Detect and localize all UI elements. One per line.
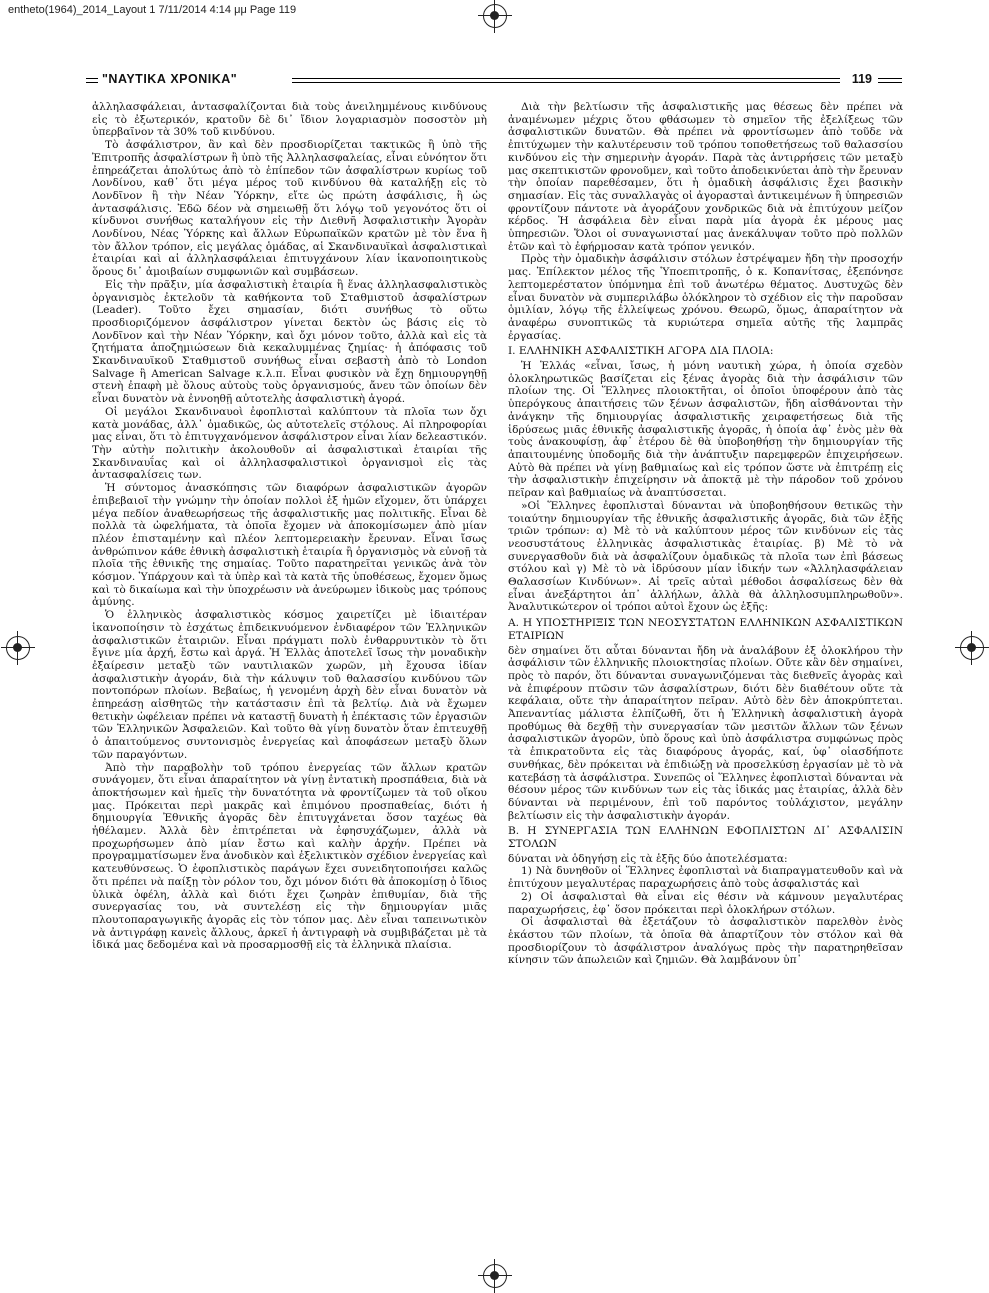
paragraph: Διὰ τὴν βελτίωσιν τῆς ἀσφαλιστικῆς μας θέσεως δὲν πρέπει νὰ ἀναμένωμεν μέχρις ὅτου φθάσωμεν τὸ σημεῖον τῆς ἐξελίξεως τῶν ἀσφαλιστικῶν δυνατῶν. Θὰ πρέπει νὰ φροντίσωμεν ἀπὸ τοῦδε νὰ ἐπιτύχωμεν τὴν καλυτέρευσιν τοῦ τρόπου τοποθετήσεως τοῦ θαλασσίου κινδύνου εἰς τὴν σημερινὴν ἀγοράν. Παρὰ τὰς ἀντιρρήσεις τῶν μεταξὺ μας σκεπτικιστῶν φρονοῦμεν, καὶ τοῦτο ἀποδεικνύεται ἀπὸ τὴν ἔρευναν τὴν ὁποίαν παρεθέσαμεν, ὅτι ἡ ὁμαδικὴ ἀσφάλισις ἔχει βασικὴν σημασίαν. Εἰς τὰς συναλλαγὰς οἱ ἀγορασταὶ ἀντικειμένων ἢ ὑπηρεσιῶν φροντίζουν πάντοτε νὰ ἀγοράζουν χονδρικῶς διὰ νὰ ἐπιτύχουν μείζον κέρδος. Ἡ ἀσφάλεια δὲν εἶναι παρὰ μία ἀγορὰ ἐκ μέρους μας ὑπηρεσιῶν. Ὅλοι οἱ συναγωνισταί μας ἀνεκάλυψαν τοῦτο πρὸ πολλῶν ἐτῶν καὶ τὸ ἐφήρμοσαν κατὰ τρόπον γενικόν. [508, 101, 903, 253]
header-rule [878, 82, 902, 83]
paragraph: Οἱ ἀσφαλισταὶ θὰ ἐξετάζουν τὸ ἀσφαλιστικὸν παρελθὸν ἑνὸς ἑκάστου τῶν πλοίων, τὰ ὁποῖα θὰ ἀπαρτίζουν τὸν στόλον καὶ θὰ προσδιορίζουν τὸ ἀσφάλιστρον ἀναλόγως πρὸς τὴν παρατηρηθεῖσαν κίνησιν τῶν ἀπωλειῶν καὶ ζημιῶν. Θὰ λαμβάνουν ὑπ᾽ [508, 916, 903, 967]
running-header [86, 72, 902, 94]
list-item: 1) Νὰ δυνηθοῦν οἱ Ἕλληνες ἐφοπλισταὶ νὰ διαπραγματευθοῦν καὶ νὰ ἐπιτύχουν μεγαλυτέρας παραχωρήσεις ἀπὸ τοὺς ἀσφαλιστάς καὶ [508, 865, 903, 891]
print-slug: entheto(1964)_2014_Layout 1 7/11/2014 4:14 μμ Page 119 [8, 4, 297, 16]
header-rule [292, 78, 840, 79]
paragraph: Πρὸς τὴν ὁμαδικὴν ἀσφάλισιν στόλων ἐστρέψαμεν ἤδη τὴν προσοχήν μας. Ἐπίλεκτον μέλος τῆς Ὑποεπιτροπῆς, ὁ κ. Κοπανίτσας, ἐξεπόνησε λεπτομερέστατον ὑπόμνημα ἐπὶ τοῦ ἀνωτέρω θέματος. Δυστυχῶς δὲν εἶναι δυνατὸν νὰ συμπεριλάβω ὁλόκληρον τὸ σχέδιον εἰς τὴν παροῦσαν ὁμιλίαν, λόγῳ τῆς ἐλλείψεως χρόνου. Θεωρῶ, ὅμως, ἀπαραίτητον νὰ ἀναφέρω συνοπτικῶς τὰ κυριώτερα σημεῖα αὐτῆς τῆς λαμπρᾶς ἐργασίας. [508, 253, 903, 342]
header-rule [86, 78, 98, 79]
registration-mark-top-icon [483, 4, 507, 28]
section-heading-b: Β. Η ΣΥΝΕΡΓΑΣΙΑ ΤΩΝ ΕΛΛΗΝΩΝ ΕΦΟΠΛΙΣΤΩΝ ΔΙ᾽ ΑΣΦΑΛΙΣΙΝ ΣΤΟΛΩΝ [508, 825, 903, 851]
registration-mark-bottom-icon [483, 1264, 507, 1288]
paragraph: Ὁ ἑλληνικὸς ἀσφαλιστικὸς κόσμος χαιρετίζει μὲ ἰδιαιτέραν ἱκανοποίησιν τὸ ἐσχάτως ἐπιδεικνυόμενον ἐνδιαφέρον τῶν Ἑλληνικῶν ἀσφαλιστικῶν ἑταιριῶν. Εἶναι πράγματι πολὺ ἐνθαρρυντικὸν τὸ ὅτι ἔγινε μία ἀρχή, ἔστω καὶ ἀργά. Ἡ Ἑλλὰς ἀποτελεῖ ἴσως τὴν μοναδικὴν ἐξαίρεσιν μεταξὺ τῶν ναυτιλιακῶν χωρῶν, μὴ ἔχουσα ἰδίαν ἀσφαλιστικὴν ἀγοράν, διὰ τὴν κάλυψιν τοῦ θαλασσίου κινδύνου τῶν ποντοπόρων πλοίων. Βεβαίως, ἡ γενομένη ἀρχὴ δὲν εἶναι δυνατὸν νὰ ἐπηρεάσῃ αἰσθητῶς τὴν κατάστασιν ἐπὶ τὰ βελτίῳ. Διὰ νὰ ἔχωμεν θετικὴν ὠφέλειαν πρέπει νὰ καταστῇ δυνατὴ ἡ ἐπέκτασις τῶν ἐργασιῶν τῶν Ἑλληνικῶν Ἀσφαλειῶν. Καὶ τοῦτο θὰ γίνῃ δυνατὸν ὅταν ἐπιτευχθῇ ὁ ἀπαιτούμενος συντονισμὸς ἐνεργείας καὶ ἀποφάσεων μεταξὺ ὅλων τῶν παραγόντων. [92, 609, 487, 761]
paragraph: ἀλληλασφάλειαι, ἀντασφαλίζονται διὰ τοὺς ἀνειλημμένους κινδύνους εἰς τὸ ἐξωτερικόν, κρατοῦν δὲ δι᾽ ἴδιον λογαριασμὸν ποσοστὸν μὴ ὑπερβαῖνον τὰ 30% τοῦ κινδύνου. [92, 101, 487, 139]
header-rule [86, 82, 98, 83]
header-rule [292, 82, 840, 83]
paragraph: »Οἱ Ἕλληνες ἐφοπλισταὶ δύνανται νὰ ὑποβοηθήσουν θετικῶς τὴν τοιαύτην δημιουργίαν τῆς ἐθνικῆς ἀσφαλιστικῆς ἀγορᾶς, διὰ τῶν ἑξῆς τριῶν τρόπων: α) Μὲ τὸ νὰ καλύπτουν μέρος τῶν κινδύνων εἰς τὰς νεοσυστάτους ἑλληνικὰς ἀσφαλιστικὰς ἑταιρίας. β) Μὲ τὸ νὰ συνεργασθοῦν διὰ νὰ ἀσφαλίζουν ὁμαδικῶς τὰ πλοῖα των ἐπὶ βάσεως στόλου καὶ γ) Μὲ τὸ νὰ ἱδρύσουν μίαν ἰδικήν των «Ἀλληλασφάλειαν Θαλασσίων Κινδύνων». Αἱ τρεῖς αὐταὶ μέθοδοι ἀσφαλίσεως δὲν θὰ εἶναι ἀνεξάρτητοι ἀπ᾽ ἀλλήλων, ἀλλὰ θὰ ἀλληλοσυμπληρωθοῦν». Ἀναλυτικώτερον οἱ τρόποι αὐτοὶ ἔχουν ὡς ἑξῆς: [508, 499, 903, 614]
right-column [508, 101, 903, 1186]
paragraph: Εἰς τὴν πρᾶξιν, μία ἀσφαλιστικὴ ἑταιρία ἢ ἕνας ἀλληλασφαλιστικὸς ὀργανισμὸς ἐκτελοῦν τὰ καθήκοντα τοῦ Σταθμιστοῦ ἀσφαλίστρων (Leader). Τοῦτο ἔχει σημασίαν, διότι συνήθως τὸ οὕτω προσδιοριζόμενον ἀσφάλιστρον γίνεται δεκτὸν ὡς βάσις εἰς τὸ Λονδῖνον καὶ τὴν Νέαν Ὑόρκην, καὶ ὄχι μόνον τοῦτο, ἀλλὰ καὶ εἰς τὰ ζητήματα ἀποζημιώσεων διὰ κεκαλυμμένας ζημίας· ἡ ἀπόφασις τοῦ Σκανδιναυϊκοῦ Σταθμιστοῦ συνήθως εἶναι σεβαστὴ ἀπὸ τὸ London Salvage ἢ American Salvage κ.λ.π. Εἶναι φυσικὸν νὰ ἔχῃ δημιουργηθῇ στενὴ ἐπαφὴ μὲ ὅλους αὐτοὺς τοὺς ὀργανισμούς, ἄνευ τῶν ὁποίων δὲν εἶναι δυνατὸν νὰ ἐννοηθῇ αὐτοτελὴς ἀσφαλιστικὴ ἀγορά. [92, 278, 487, 406]
journal-title: "ΝΑΥΤΙΚΑ ΧΡΟΝΙΚΑ" [102, 72, 238, 86]
paragraph: Ἡ σύντομος ἀνασκόπησις τῶν διαφόρων ἀσφαλιστικῶν ἀγορῶν ἐπιβεβαιοῖ τὴν γνώμην τὴν ὁποίαν πολλοὶ ἐξ ἡμῶν εἴχομεν, ὅτι ὑπάρχει μέγα πεδίον ἀναθεωρήσεως τῆς ἀσφαλιστικῆς μας πολιτικῆς. Εἶναι δὲ πολλὰ τὰ ὠφελήματα, τὰ ὁποῖα ἔχομεν νὰ ἀποκομίσωμεν ἀπὸ μίαν πλέον ἐπισταμένην καὶ πλέον λεπτομερειακὴν ἔρευναν. Εἶναι ἴσως ἀνθρώπινον κάθε ἐθνικὴ ἀσφαλιστικὴ ἑταιρία ἢ ὀργανισμὸς νὰ εὐνοῇ τὰ πλοῖα τῆς ἐθνικῆς της σημαίας. Τοῦτο παρατηρεῖται γενικῶς ἀνὰ τὸν κόσμον. Ὑπάρχουν καὶ τὰ ὑπὲρ καὶ τὰ κατὰ τῆς ὑποθέσεως, ἔχομεν ὅμως καὶ τὸ δικαίωμα καὶ τὴν ὑποχρέωσιν νὰ ἀνεύρωμεν ἰδικοὺς μας τρόπους ἀμύνης. [92, 482, 487, 609]
paragraph: δὲν σημαίνει ὅτι αὗται δύνανται ἤδη νὰ ἀναλάβουν ἐξ ὁλοκλήρου τὴν ἀσφάλισιν τῶν ἑλληνικῆς πλοιοκτησίας πλοίων. Οὔτε κἂν δὲν σημαίνει, πρὸς τὸ παρόν, ὅτι δύνανται συναγωνιζόμεναι τὰς διεθνεῖς ἀγορὰς καὶ νὰ ἐπιφέρουν πτῶσιν τῶν ἀσφαλίστρων, διότι δὲν διαθέτουν οὔτε τὰ κεφάλαια, οὔτε τὴν ἀπαραίτητον πεῖραν. Αὐτὸ δὲν δὲν ἀποκρύπτεται. Ἀπεναντίας μάλιστα ἐλπίζωθῆ, ὅτι ἡ Ἑλληνικὴ ἀσφαλιστικὴ ἀγορὰ προθύμως θὰ δεχθῇ τὴν συνεργασίαν τῶν μεσιτῶν ἄλλων τῶν ξένων ἀσφαλιστικῶν ἀγορῶν, ὑπὸ ὅρους καὶ ὑπὸ ἀσφάλιστρα συμφώνως πρὸς τὰ ἐπικρατοῦντα εἰς τὰς διαφόρους ἀγοράς, καί, ὑφ᾽ οἱασδήποτε συνθήκας, δὲν πρόκειται νὰ ἐπιδιώξῃ νὰ προσελκύσῃ ἐργασίαν μὲ τὸ νὰ κατεβάσῃ τὰ ἀσφάλιστρα. Συνεπῶς οἱ Ἕλληνες ἐφοπλισταὶ δύνανται νὰ θέσουν μέρος τῶν κινδύνων των εἰς τὰς ἰδικάς μας ἑταιρίας, ἀλλὰ δὲν δύνανται νὰ περιμένουν, ἐπὶ τοῦ παρόντος τοὐλάχιστον, μεγάλην βελτίωσιν εἰς τὴν ἀσφαλιστικὴν ἀγοράν. [508, 644, 903, 822]
page-number: 119 [851, 72, 872, 86]
registration-mark-left-icon [6, 636, 30, 660]
paragraph: Οἱ μεγάλοι Σκανδιναυοὶ ἐφοπλισταὶ καλύπτουν τὰ πλοῖα των ὄχι κατὰ μονάδας, ἀλλ᾽ ὁμαδικῶς, ὡς αὐτοτελεῖς στόλους. Αἱ πληροφορίαι μας εἶναι, ὅτι τὸ ἐπιτυγχανόμενον ἀσφάλιστρον εἶναι λίαν δελεαστικόν. Τὴν αὐτὴν πολιτικὴν ἀκολουθοῦν αἱ ἀσφαλιστικαὶ ἑταιρίαι τῆς Σκανδιναυΐας καὶ οἱ ἀλληλασφαλιστικοὶ ὀργανισμοὶ εἰς τὰς ἀντασφαλίσεις των. [92, 405, 487, 482]
paragraph: Ἡ Ἑλλάς «εἶναι, ἴσως, ἡ μόνη ναυτικὴ χώρα, ἡ ὁποία σχεδὸν ὁλοκληρωτικῶς βασίζεται εἰς ξένας ἀγορὰς διὰ τὴν ἀσφάλισιν τῶν πλοίων της. Οἱ Ἕλληνες πλοιοκτῆται, οἱ ὁποῖοι ὑποφέρουν ἀπὸ τὰς ὑπερόγκους ἀπαιτήσεις τῶν ξένων ἀσφαλιστῶν, ἤδη αἰσθάνονται τὴν ἀνάγκην τῆς δημιουργίας ἀσφαλιστικῆς χειραφετήσεως διὰ τῆς ἱδρύσεως μιᾶς ἐθνικῆς ἀσφαλιστικῆς ἀγορᾶς, ἡ ὁποία ἀφ᾽ ἑνὸς μὲν θὰ τοὺς ἀνακουφίσῃ, ἀφ᾽ ἑτέρου δὲ θὰ ὑποβοηθήσῃ τὴν δημιουργίαν τῆς ἀπαιτουμένης ὑποδομῆς διὰ τὴν ἀνάπτυξιν παρεμφερῶν ἐπιχειρήσεων. Αὐτὸ θὰ πρέπει νὰ γίνῃ βαθμιαίως καὶ εἰς τρόπον ὥστε νὰ ἐπιτρέπῃ εἰς τὴν ἀσφαλιστικὴν ἐπιχείρησιν νὰ ἀποκτᾷ μὲ τὴν πάροδον τοῦ χρόνου πεῖραν καὶ βαθμιαίως νὰ ἀναπτύσσεται. [508, 360, 903, 500]
section-heading-a: Α. Η ΥΠΟΣΤΗΡΙΞΙΣ ΤΩΝ ΝΕΟΣΥΣΤΑΤΩΝ ΕΛΛΗΝΙΚΩΝ ΑΣΦΑΛΙΣΤΙΚΩΝ ΕΤΑΙΡΙΩΝ [508, 617, 903, 642]
registration-mark-right-icon [960, 636, 984, 660]
paragraph: Ἀπὸ τὴν παραβολὴν τοῦ τρόπου ἐνεργείας τῶν ἄλλων κρατῶν συνάγομεν, ὅτι εἶναι ἀπαραίτητον νὰ γίνῃ ἐντατικὴ προσπάθεια, διὰ νὰ ἀποκτήσωμεν καὶ ἡμεῖς τὴν δυνατότητα νὰ φροντίζωμεν τὰ τοῦ οἴκου μας. Πρόκειται περὶ μακρᾶς καὶ ἐπιμόνου προσπαθείας, διότι ἡ δημιουργία Ἐθνικῆς ἀγορᾶς δὲν ἐπιτυγχάνεται ὅσον ταχέως θὰ ἠθέλαμεν. Ἀλλὰ δὲν ἐπιτρέπεται νὰ ἐφησυχάζωμεν, ἀλλὰ νὰ προχωρήσωμεν ἀπὸ μίαν ἔστω καὶ καλὴν ἀρχήν. Πρέπει νὰ προγραμματίσωμεν ἕνα ἀνοδικὸν καὶ ἐξελικτικὸν σχέδιον ἐνεργείας καὶ κατευθύνσεως. Ὁ ἐφοπλιστικὸς παράγων ἔχει συνειδητοποιήσει καλῶς ὅτι πρέπει νὰ παίξῃ τὸν ρόλον του, ὄχι μόνον διότι θὰ ἀποκομίσῃ ὁ ἴδιος ὑλικὰ ὀφέλη, ἀλλὰ καὶ διότι ἔχει ζωηρὰν ἐπιθυμίαν, διὰ τῆς συνεργασίας του, νὰ συντελέσῃ εἰς τὴν δημιουργίαν μιᾶς πλουτοπαραγωγικῆς ἀγορᾶς εἰς τὸν τόπον μας. Δὲν εἶναι ταπεινωτικὸν νὰ ἀντιγράφῃ κανεὶς ἄλλους, ἀρκεῖ ἡ ἀντιγραφὴ νὰ συμβιβάζεται μὲ τὰ ἰδικά μας δεδομένα καὶ νὰ προσαρμοσθῇ εἰς τὰ ἑλληνικὰ πλαίσια. [92, 761, 487, 952]
left-column [92, 101, 487, 1186]
section-heading-i: Ι. ΕΛΛΗΝΙΚΗ ΑΣΦΑΛΙΣΤΙΚΗ ΑΓΟΡΑ ΔΙΑ ΠΛΟΙΑ: [508, 345, 774, 358]
paragraph: δύναται νὰ ὁδηγήσῃ εἰς τὰ ἑξῆς δύο ἀποτελέσματα: [508, 852, 788, 865]
list-item: 2) Οἱ ἀσφαλισταὶ θὰ εἶναι εἰς θέσιν νὰ κάμνουν μεγαλυτέρας παραχωρήσεις, ἐφ᾽ ὅσον πρόκειται περὶ ὁλοκλήρων στόλων. [508, 890, 903, 916]
paragraph: Τὸ ἀσφάλιστρον, ἂν καὶ δὲν προσδιορίζεται τακτικῶς ἢ ὑπὸ τῆς Ἐπιτροπῆς ἀσφαλίστρων ἢ ὑπὸ τῆς Ἀλληλασφαλείας, εἶναι εὐνόητον ὅτι ἐπηρεάζεται ἀπολύτως ἀπὸ τὸ ἐπίπεδον τῶν ἀσφαλίστρων κυρίως τοῦ Λονδίνου, καθ᾽ ὅτι μέγα μέρος τοῦ κινδύνου θὰ καταλήξῃ εἰς τὸ Λονδῖνον ἢ τὴν Νέαν Ὑόρκην, εἴτε ὡς πρώτη ἀσφάλισις, ἢ ὡς ἀντασφάλισις. Ἐδῶ δέον νὰ σημειωθῇ ὅτι λόγῳ τοῦ γεγονότος ὅτι οἱ κίνδυνοι συνήθως καταλήγουν εἰς τὴν Διεθνῆ Ἀσφαλιστικὴν Ἀγορὰν Λονδίνου, Νέας Ὑόρκης καὶ ἄλλων Εὐρωπαϊκῶν κρατῶν μὲ τὸν ἕνα ἢ τὸν ἄλλον τρόπον, εἰς μεγάλας ὁμάδας, αἱ Σκανδιναυϊκαὶ ἀσφαλιστικαὶ ἑταιρίαι καὶ αἱ ἀλληλασφάλειαι ἐπιτυγχάνουν λίαν ἱκανοποιητικοὺς ὅρους δι᾽ ἀμοιβαίων συμφωνιῶν καὶ συμβάσεων. [92, 139, 487, 279]
header-rule [878, 78, 902, 79]
